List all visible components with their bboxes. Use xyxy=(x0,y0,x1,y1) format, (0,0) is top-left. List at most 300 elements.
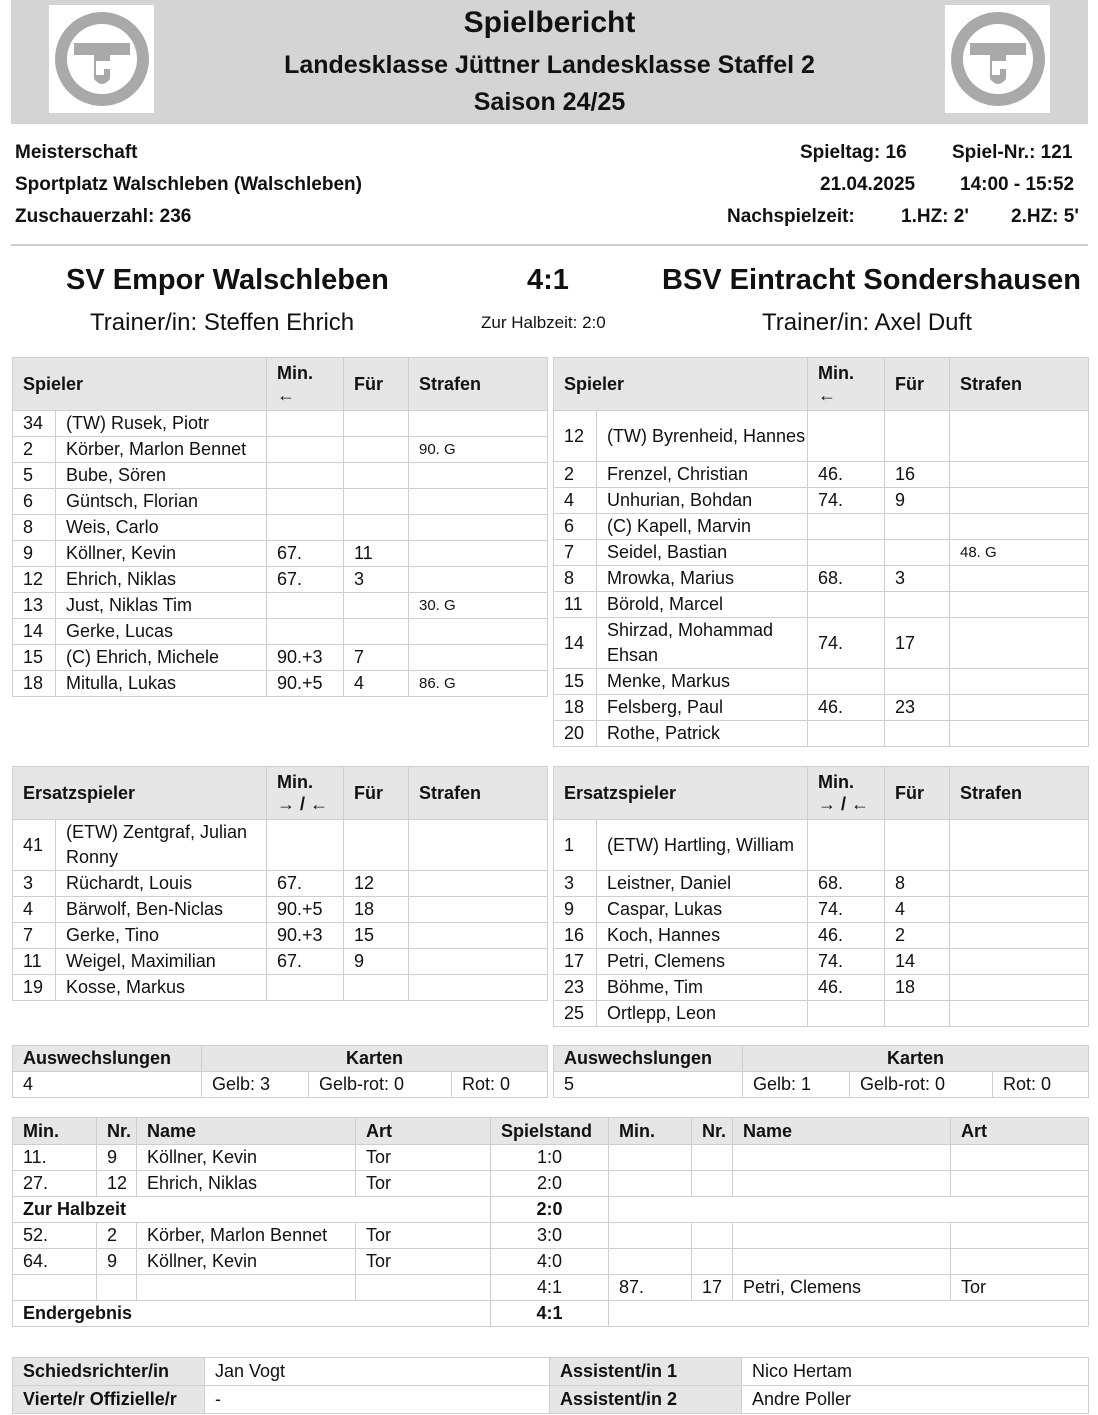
player-name: Böhme, Tim xyxy=(597,975,808,1001)
player-row xyxy=(554,592,1089,618)
sub-for-number: 16 xyxy=(885,462,950,488)
player-name: (ETW) Zentgraf, Julian Ronny xyxy=(56,820,267,871)
player-row xyxy=(554,488,1089,514)
final-score: 4:1 xyxy=(527,264,569,296)
player-row xyxy=(554,540,1089,566)
home-subs-table xyxy=(12,766,548,1001)
penalty xyxy=(950,820,1089,871)
away-goal-scorer xyxy=(733,1223,951,1249)
away-goal-minute xyxy=(609,1223,692,1249)
goal-score: 4:1 xyxy=(491,1301,609,1327)
player-row xyxy=(13,619,548,645)
away-goal-scorer xyxy=(733,1171,951,1197)
col-header-min: Min. ← xyxy=(267,358,344,411)
sub-for-number: 11 xyxy=(344,541,409,567)
penalty xyxy=(409,949,548,975)
player-row xyxy=(554,949,1089,975)
player-name: Mitulla, Lukas xyxy=(56,671,267,697)
goal-row xyxy=(13,1275,1089,1301)
penalty xyxy=(950,923,1089,949)
home-goal-number: 2 xyxy=(97,1223,137,1249)
assistant1-label: Assistent/in 1 xyxy=(550,1358,742,1386)
player-row xyxy=(13,871,548,897)
substitution-count: 5 xyxy=(554,1072,743,1098)
penalty xyxy=(409,541,548,567)
col-header-min: Min. xyxy=(13,1118,97,1145)
goal-summary-label: Zur Halbzeit xyxy=(13,1197,491,1223)
col-header-min: Min. → / ← xyxy=(808,767,885,820)
player-number: 9 xyxy=(13,541,56,567)
penalty: 30. G xyxy=(409,593,548,619)
col-header-cards: Karten xyxy=(743,1046,1089,1072)
away-goal-type xyxy=(951,1171,1089,1197)
player-name: Gerke, Tino xyxy=(56,923,267,949)
goal-score: 2:0 xyxy=(491,1171,609,1197)
col-header-min: Min. ← xyxy=(808,358,885,411)
col-header-penalties: Strafen xyxy=(409,358,548,411)
goal-row xyxy=(13,1301,1089,1327)
player-name: Ehrich, Niklas xyxy=(56,567,267,593)
player-number: 9 xyxy=(554,897,597,923)
empty-cell xyxy=(609,1301,1089,1327)
player-number: 2 xyxy=(554,462,597,488)
home-goal-scorer: Ehrich, Niklas xyxy=(137,1171,356,1197)
sub-for-number: 8 xyxy=(885,871,950,897)
sub-for-number: 15 xyxy=(344,923,409,949)
competition: Meisterschaft xyxy=(15,142,138,163)
col-header-type: Art xyxy=(951,1118,1089,1145)
penalty xyxy=(409,411,548,437)
sub-minute: 90.+3 xyxy=(267,645,344,671)
league-name: Landesklasse Jüttner Landesklasse Staffel 2 xyxy=(284,51,815,79)
away-goal-number xyxy=(692,1171,733,1197)
penalty: 86. G xyxy=(409,671,548,697)
player-name: (C) Kapell, Marvin xyxy=(597,514,808,540)
penalty xyxy=(409,820,548,871)
player-name: Seidel, Bastian xyxy=(597,540,808,566)
away-goal-type xyxy=(951,1223,1089,1249)
col-header-nr: Nr. xyxy=(97,1118,137,1145)
player-row xyxy=(554,1001,1089,1027)
sub-minute: 74. xyxy=(808,618,885,669)
sub-for-number xyxy=(885,514,950,540)
sub-minute xyxy=(808,721,885,747)
player-name: Weis, Carlo xyxy=(56,515,267,541)
sub-for-number: 4 xyxy=(344,671,409,697)
player-row xyxy=(13,437,548,463)
home-goal-number: 9 xyxy=(97,1249,137,1275)
goal-score: 2:0 xyxy=(491,1197,609,1223)
match-time: 14:00 - 15:52 xyxy=(960,174,1075,195)
player-row xyxy=(13,593,548,619)
penalty xyxy=(950,721,1089,747)
player-number: 3 xyxy=(13,871,56,897)
player-name: Unhurian, Bohdan xyxy=(597,488,808,514)
sub-for-number xyxy=(344,411,409,437)
player-number: 7 xyxy=(13,923,56,949)
player-name: (C) Ehrich, Michele xyxy=(56,645,267,671)
player-number: 1 xyxy=(554,820,597,871)
penalty xyxy=(950,669,1089,695)
halftime-score: Zur Halbzeit: 2:0 xyxy=(481,313,606,332)
player-row xyxy=(554,566,1089,592)
sub-for-number xyxy=(885,1001,950,1027)
sub-for-number xyxy=(344,437,409,463)
player-row xyxy=(13,567,548,593)
player-name: Frenzel, Christian xyxy=(597,462,808,488)
sub-minute: 46. xyxy=(808,923,885,949)
divider xyxy=(11,244,1088,246)
away-goal-scorer: Petri, Clemens xyxy=(733,1275,951,1301)
sub-minute: 67. xyxy=(267,567,344,593)
player-name: (TW) Rusek, Piotr xyxy=(56,411,267,437)
penalty: 48. G xyxy=(950,540,1089,566)
player-name: Shirzad, Mohammad Ehsan xyxy=(597,618,808,669)
assistant1-name: Nico Hertam xyxy=(742,1358,1089,1386)
sub-for-number xyxy=(885,540,950,566)
home-goal-minute: 52. xyxy=(13,1223,97,1249)
player-name: Koch, Hannes xyxy=(597,923,808,949)
home-goal-type: Tor xyxy=(356,1171,491,1197)
sub-for-number: 3 xyxy=(885,566,950,592)
penalty xyxy=(409,897,548,923)
away-goal-type xyxy=(951,1249,1089,1275)
away-goal-scorer xyxy=(733,1249,951,1275)
sub-minute xyxy=(808,669,885,695)
home-goal-minute: 27. xyxy=(13,1171,97,1197)
home-stats-table xyxy=(12,1045,548,1098)
player-number: 11 xyxy=(13,949,56,975)
player-row xyxy=(554,897,1089,923)
penalty: 90. G xyxy=(409,437,548,463)
sub-for-number: 3 xyxy=(344,567,409,593)
penalty xyxy=(409,871,548,897)
sub-for-number xyxy=(885,721,950,747)
player-row xyxy=(13,820,548,871)
sub-minute: 90.+5 xyxy=(267,897,344,923)
sub-minute: 46. xyxy=(808,462,885,488)
matchday: Spieltag: 16 xyxy=(800,142,907,163)
penalty xyxy=(950,618,1089,669)
player-name: Rothe, Patrick xyxy=(597,721,808,747)
col-header-name: Name xyxy=(137,1118,356,1145)
yellow-red-cards: Gelb-rot: 0 xyxy=(309,1072,452,1098)
penalty xyxy=(409,645,548,671)
away-goal-number xyxy=(692,1145,733,1171)
penalty xyxy=(409,515,548,541)
sub-minute xyxy=(267,515,344,541)
col-header-for: Für xyxy=(344,767,409,820)
player-name: Ortlepp, Leon xyxy=(597,1001,808,1027)
penalty xyxy=(950,514,1089,540)
col-header-penalties: Strafen xyxy=(409,767,548,820)
player-name: Köllner, Kevin xyxy=(56,541,267,567)
player-row xyxy=(13,515,548,541)
sub-for-number: 9 xyxy=(344,949,409,975)
sub-minute xyxy=(267,593,344,619)
home-goal-number xyxy=(97,1275,137,1301)
player-row xyxy=(13,489,548,515)
substitution-count: 4 xyxy=(13,1072,202,1098)
sub-minute xyxy=(267,463,344,489)
sub-for-number: 12 xyxy=(344,871,409,897)
sub-minute xyxy=(267,489,344,515)
player-number: 16 xyxy=(554,923,597,949)
player-row xyxy=(554,721,1089,747)
goal-score: 1:0 xyxy=(491,1145,609,1171)
sub-minute xyxy=(267,411,344,437)
penalty xyxy=(950,462,1089,488)
player-number: 13 xyxy=(13,593,56,619)
col-header-substitutions: Auswechslungen xyxy=(13,1046,202,1072)
goal-row xyxy=(13,1249,1089,1275)
col-header-type: Art xyxy=(356,1118,491,1145)
sub-for-number: 2 xyxy=(885,923,950,949)
penalty xyxy=(950,897,1089,923)
player-name: Kosse, Markus xyxy=(56,975,267,1001)
sub-for-number xyxy=(344,515,409,541)
season: Saison 24/25 xyxy=(473,88,626,116)
player-number: 12 xyxy=(13,567,56,593)
home-goal-scorer xyxy=(137,1275,356,1301)
col-header-min: Min. xyxy=(609,1118,692,1145)
player-row xyxy=(554,820,1089,871)
player-row xyxy=(13,645,548,671)
officials-table xyxy=(12,1357,1089,1414)
sub-for-number: 17 xyxy=(885,618,950,669)
yellow-cards: Gelb: 1 xyxy=(743,1072,850,1098)
sub-for-number xyxy=(344,489,409,515)
player-name: (TW) Byrenheid, Hannes xyxy=(597,411,808,462)
player-row xyxy=(554,871,1089,897)
player-name: Menke, Markus xyxy=(597,669,808,695)
player-name: Petri, Clemens xyxy=(597,949,808,975)
player-row xyxy=(554,462,1089,488)
player-name: Bärwolf, Ben-Niclas xyxy=(56,897,267,923)
away-goal-number: 17 xyxy=(692,1275,733,1301)
player-number: 17 xyxy=(554,949,597,975)
col-header-subs: Ersatzspieler xyxy=(13,767,267,820)
sub-for-number xyxy=(885,820,950,871)
sub-for-number xyxy=(344,463,409,489)
player-row xyxy=(554,618,1089,669)
player-row xyxy=(554,411,1089,462)
home-goal-type: Tor xyxy=(356,1249,491,1275)
sub-minute: 68. xyxy=(808,566,885,592)
referee-name: Jan Vogt xyxy=(205,1358,550,1386)
goal-score: 4:0 xyxy=(491,1249,609,1275)
col-header-cards: Karten xyxy=(202,1046,548,1072)
goals-table xyxy=(12,1117,1089,1327)
sub-minute: 46. xyxy=(808,975,885,1001)
sub-minute: 67. xyxy=(267,541,344,567)
away-goal-minute xyxy=(609,1249,692,1275)
player-number: 41 xyxy=(13,820,56,871)
report-header xyxy=(11,0,1088,124)
sub-for-number xyxy=(885,592,950,618)
penalty xyxy=(950,695,1089,721)
penalty xyxy=(409,923,548,949)
away-goal-type xyxy=(951,1145,1089,1171)
game-number: Spiel-Nr.: 121 xyxy=(952,142,1073,163)
home-lineup-table xyxy=(12,357,548,697)
home-goal-minute: 11. xyxy=(13,1145,97,1171)
penalty xyxy=(409,975,548,1001)
sub-for-number: 9 xyxy=(885,488,950,514)
penalty xyxy=(950,411,1089,462)
sub-minute: 74. xyxy=(808,949,885,975)
yellow-cards: Gelb: 3 xyxy=(202,1072,309,1098)
sub-for-number xyxy=(885,669,950,695)
player-row xyxy=(554,514,1089,540)
col-header-for: Für xyxy=(885,767,950,820)
sub-for-number: 7 xyxy=(344,645,409,671)
col-header-penalties: Strafen xyxy=(950,358,1089,411)
player-number: 11 xyxy=(554,592,597,618)
home-trainer: Trainer/in: Steffen Ehrich xyxy=(90,309,355,336)
sub-for-number: 18 xyxy=(344,897,409,923)
col-header-score: Spielstand xyxy=(491,1118,609,1145)
penalty xyxy=(950,1001,1089,1027)
sub-for-number xyxy=(344,619,409,645)
player-number: 23 xyxy=(554,975,597,1001)
player-row xyxy=(13,923,548,949)
sub-minute xyxy=(267,437,344,463)
player-name: Bube, Sören xyxy=(56,463,267,489)
sub-for-number: 4 xyxy=(885,897,950,923)
sub-for-number: 23 xyxy=(885,695,950,721)
player-number: 15 xyxy=(13,645,56,671)
sub-minute: 68. xyxy=(808,871,885,897)
player-row xyxy=(13,463,548,489)
sub-minute xyxy=(808,540,885,566)
venue: Sportplatz Walschleben (Walschleben) xyxy=(15,174,362,195)
sub-minute: 67. xyxy=(267,949,344,975)
player-name: Börold, Marcel xyxy=(597,592,808,618)
assistant2-name: Andre Poller xyxy=(742,1386,1089,1414)
stoppage-second-half: 2.HZ: 5' xyxy=(1011,206,1079,227)
player-row xyxy=(13,975,548,1001)
away-team-name: BSV Eintracht Sondershausen xyxy=(662,264,1081,296)
home-goal-minute xyxy=(13,1275,97,1301)
yellow-red-cards: Gelb-rot: 0 xyxy=(850,1072,993,1098)
sub-minute xyxy=(267,619,344,645)
sub-minute: 74. xyxy=(808,897,885,923)
penalty xyxy=(950,592,1089,618)
player-name: Mrowka, Marius xyxy=(597,566,808,592)
sub-minute: 67. xyxy=(267,871,344,897)
col-header-subs: Ersatzspieler xyxy=(554,767,808,820)
player-row xyxy=(13,541,548,567)
penalty xyxy=(950,871,1089,897)
away-goal-number xyxy=(692,1249,733,1275)
penalty xyxy=(409,619,548,645)
fourth-official-name: - xyxy=(205,1386,550,1414)
player-name: Just, Niklas Tim xyxy=(56,593,267,619)
player-number: 2 xyxy=(13,437,56,463)
penalty xyxy=(409,567,548,593)
col-header-player: Spieler xyxy=(554,358,808,411)
away-goal-scorer xyxy=(733,1145,951,1171)
col-header-for: Für xyxy=(344,358,409,411)
empty-cell xyxy=(609,1197,1089,1223)
player-row xyxy=(554,923,1089,949)
sub-minute: 74. xyxy=(808,488,885,514)
player-row xyxy=(13,949,548,975)
home-goal-type: Tor xyxy=(356,1145,491,1171)
home-goal-scorer: Köllner, Kevin xyxy=(137,1145,356,1171)
sub-for-number xyxy=(885,411,950,462)
match-date: 21.04.2025 xyxy=(820,174,916,195)
sub-minute xyxy=(808,514,885,540)
goal-row xyxy=(13,1197,1089,1223)
player-name: Weigel, Maximilian xyxy=(56,949,267,975)
player-name: (ETW) Hartling, William xyxy=(597,820,808,871)
player-row xyxy=(554,669,1089,695)
home-goal-number: 12 xyxy=(97,1171,137,1197)
player-name: Caspar, Lukas xyxy=(597,897,808,923)
player-row xyxy=(554,695,1089,721)
player-number: 8 xyxy=(13,515,56,541)
home-goal-number: 9 xyxy=(97,1145,137,1171)
penalty xyxy=(409,489,548,515)
player-number: 6 xyxy=(554,514,597,540)
player-number: 14 xyxy=(13,619,56,645)
goal-score: 3:0 xyxy=(491,1223,609,1249)
away-goal-minute xyxy=(609,1171,692,1197)
sub-for-number xyxy=(344,975,409,1001)
player-number: 5 xyxy=(13,463,56,489)
referee-label: Schiedsrichter/in xyxy=(13,1358,205,1386)
goal-summary-label: Endergebnis xyxy=(13,1301,491,1327)
away-subs-table xyxy=(553,766,1089,1027)
col-header-name: Name xyxy=(733,1118,951,1145)
penalty xyxy=(950,566,1089,592)
away-trainer: Trainer/in: Axel Duft xyxy=(762,309,972,336)
sub-minute xyxy=(808,1001,885,1027)
col-header-player: Spieler xyxy=(13,358,267,411)
home-goal-minute: 64. xyxy=(13,1249,97,1275)
away-goal-minute: 87. xyxy=(609,1275,692,1301)
sub-minute: 46. xyxy=(808,695,885,721)
goal-row xyxy=(13,1171,1089,1197)
player-name: Güntsch, Florian xyxy=(56,489,267,515)
home-goal-type: Tor xyxy=(356,1223,491,1249)
fourth-official-label: Vierte/r Offizielle/r xyxy=(13,1386,205,1414)
goal-row xyxy=(13,1223,1089,1249)
assistant2-label: Assistent/in 2 xyxy=(550,1386,742,1414)
col-header-for: Für xyxy=(885,358,950,411)
player-number: 18 xyxy=(554,695,597,721)
player-number: 15 xyxy=(554,669,597,695)
penalty xyxy=(950,488,1089,514)
sub-minute xyxy=(267,820,344,871)
stoppage-first-half: 1.HZ: 2' xyxy=(901,206,969,227)
player-number: 18 xyxy=(13,671,56,697)
player-number: 4 xyxy=(554,488,597,514)
player-number: 12 xyxy=(554,411,597,462)
sub-minute xyxy=(267,975,344,1001)
player-number: 19 xyxy=(13,975,56,1001)
home-team-name: SV Empor Walschleben xyxy=(66,264,389,296)
sub-minute: 90.+3 xyxy=(267,923,344,949)
red-cards: Rot: 0 xyxy=(993,1072,1089,1098)
player-row xyxy=(13,671,548,697)
col-header-penalties: Strafen xyxy=(950,767,1089,820)
player-number: 4 xyxy=(13,897,56,923)
red-cards: Rot: 0 xyxy=(452,1072,548,1098)
sub-for-number: 14 xyxy=(885,949,950,975)
